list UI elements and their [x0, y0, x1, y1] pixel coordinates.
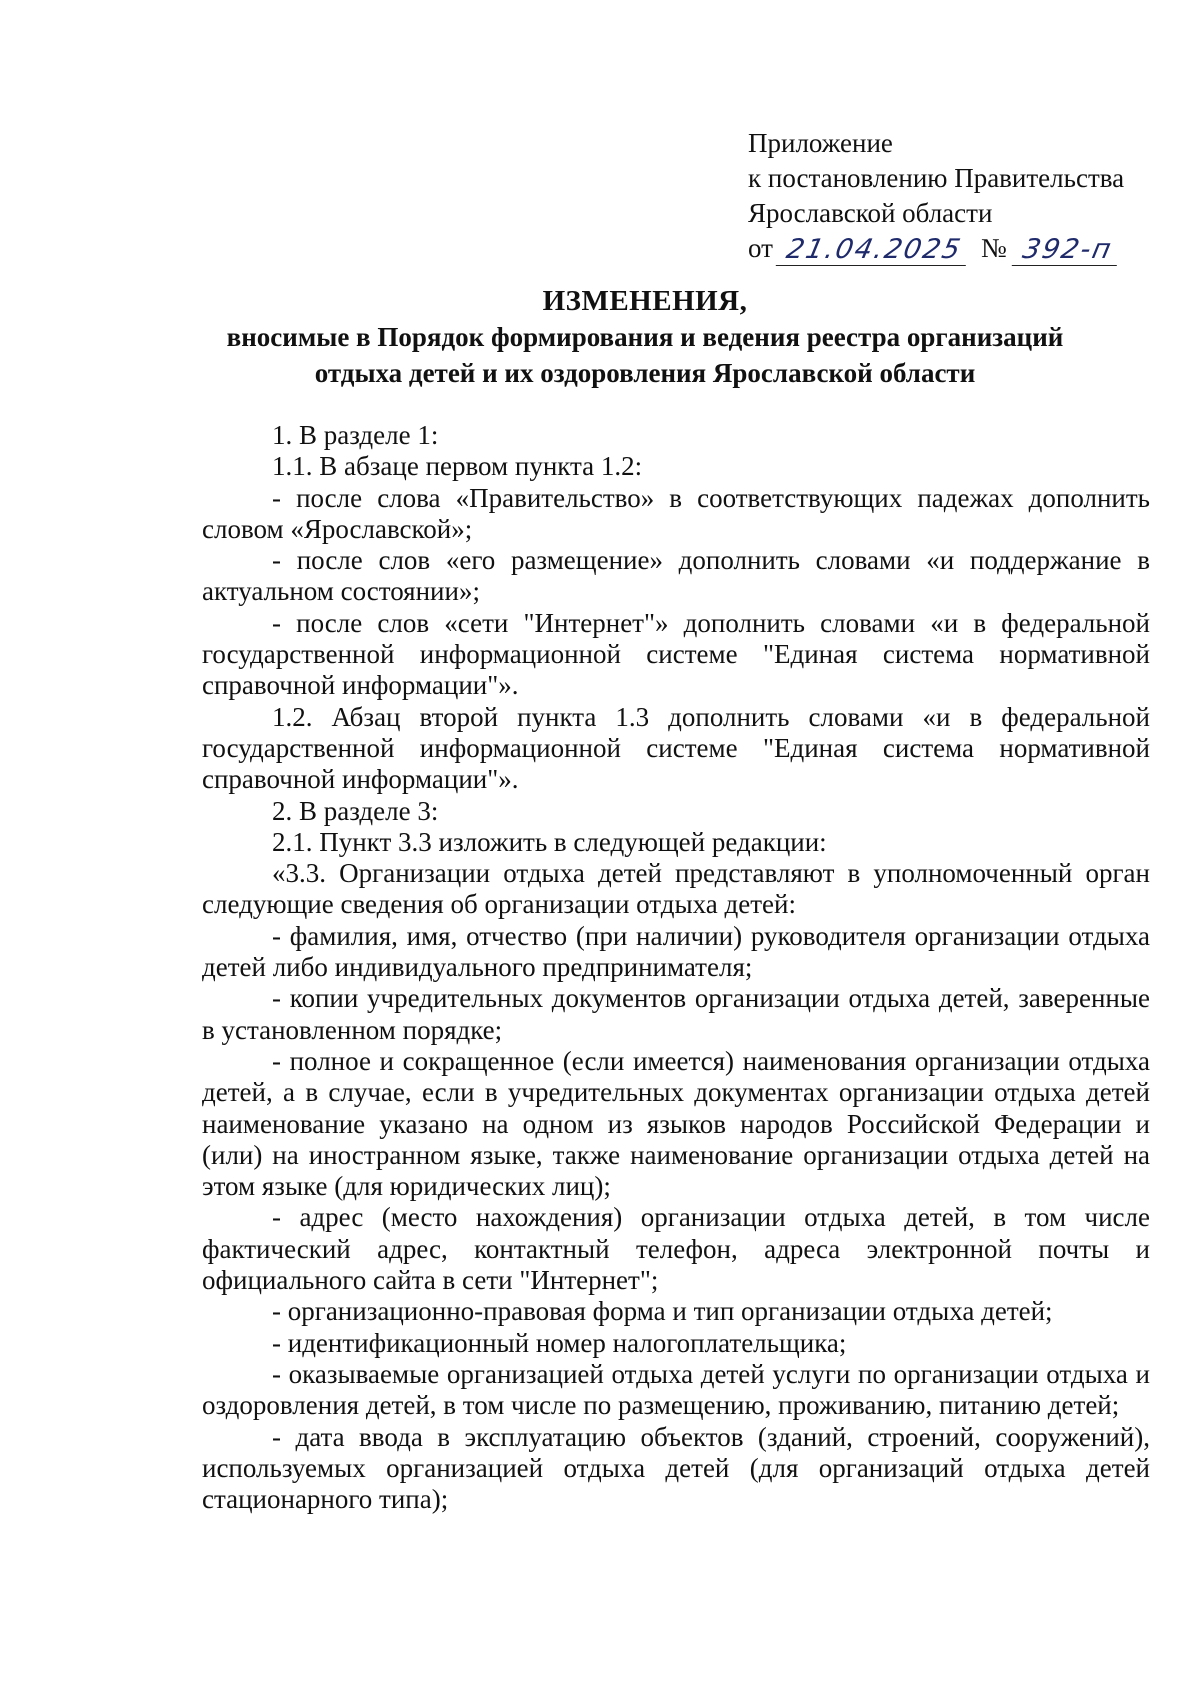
paragraph: - полное и сокращенное (если имеется) наименования организации отдыха детей, а в случае, если в учредительных документах организации отдыха детей наименование указано на одном из языков народов Российской Федерации и (или) на иностранном языке, также наименование организации отдыха детей на этом языке (для юридических лиц);: [202, 1045, 1150, 1202]
document-heading: [200, 283, 1090, 391]
paragraph: 1. В разделе 1:: [272, 420, 439, 450]
paragraph: - после слов «сети "Интернет"» дополнить словами «и в федеральной государственной информационной системе "Единая система нормативной справочной информации"».: [202, 607, 1150, 701]
appendix-region-line: Ярославской области: [748, 198, 993, 228]
heading-subtitle-line-1: вносимые в Порядок формирования и ведения реестра организаций: [226, 322, 1064, 352]
paragraph: - адрес (место нахождения) организации отдыха детей, в том числе фактический адрес, контактный телефон, адреса электронной почты и официального сайта в сети "Интернет";: [202, 1202, 1150, 1296]
number-sign: №: [980, 233, 1007, 263]
paragraph: - организационно-правовая форма и тип организации отдыха детей;: [272, 1296, 1053, 1327]
paragraph: 1.2. Абзац второй пункта 1.3 дополнить словами «и в федеральной государственной информационной системе "Единая система нормативной справочной информации"».: [202, 701, 1150, 795]
handwritten-date: 21.04.2025: [776, 235, 973, 266]
paragraph: 2.1. Пункт 3.3 изложить в следующей редакции:: [272, 826, 827, 857]
appendix-resolution-line: к постановлению Правительства: [748, 163, 1125, 193]
paragraph: - после слов «его размещение» дополнить словами «и поддержание в актуальном состоянии»;: [202, 545, 1150, 607]
handwritten-number: 392-п: [1011, 235, 1123, 266]
paragraph: - после слова «Правительство» в соответствующих падежах дополнить словом «Ярославской»;: [202, 482, 1150, 544]
appendix-label: Приложение: [748, 128, 893, 158]
paragraph: - оказываемые организацией отдыха детей услуги по организации отдыха и оздоровления детей, в том числе по размещению, проживанию, питанию детей;: [202, 1358, 1150, 1421]
paragraph: «3.3. Организации отдыха детей представляют в уполномоченный орган следующие сведения об организации отдыха детей:: [202, 858, 1150, 920]
paragraph: - фамилия, имя, отчество (при наличии) руководителя организации отдыха детей либо индивидуального предпринимателя;: [202, 920, 1150, 983]
paragraph: - копии учредительных документов организации отдыха детей, заверенные в установленном порядке;: [202, 983, 1150, 1045]
heading-title: ИЗМЕНЕНИЯ,: [542, 285, 748, 317]
appendix-block: [748, 126, 1148, 266]
from-label: от: [748, 233, 773, 263]
appendix-date-number-row: [748, 231, 1148, 266]
document-body: [202, 420, 1150, 1515]
paragraph: 1.1. В абзаце первом пункта 1.2:: [272, 451, 643, 482]
paragraph: - дата ввода в эксплуатацию объектов (зданий, строений, сооружений), используемых организацией отдыха детей (для организаций отдыха детей стационарного типа);: [202, 1421, 1150, 1515]
heading-subtitle-line-2: отдыха детей и их оздоровления Ярославской области: [314, 358, 976, 388]
paragraph: 2. В разделе 3:: [272, 795, 439, 826]
paragraph: - идентификационный номер налогоплательщика;: [272, 1327, 847, 1358]
